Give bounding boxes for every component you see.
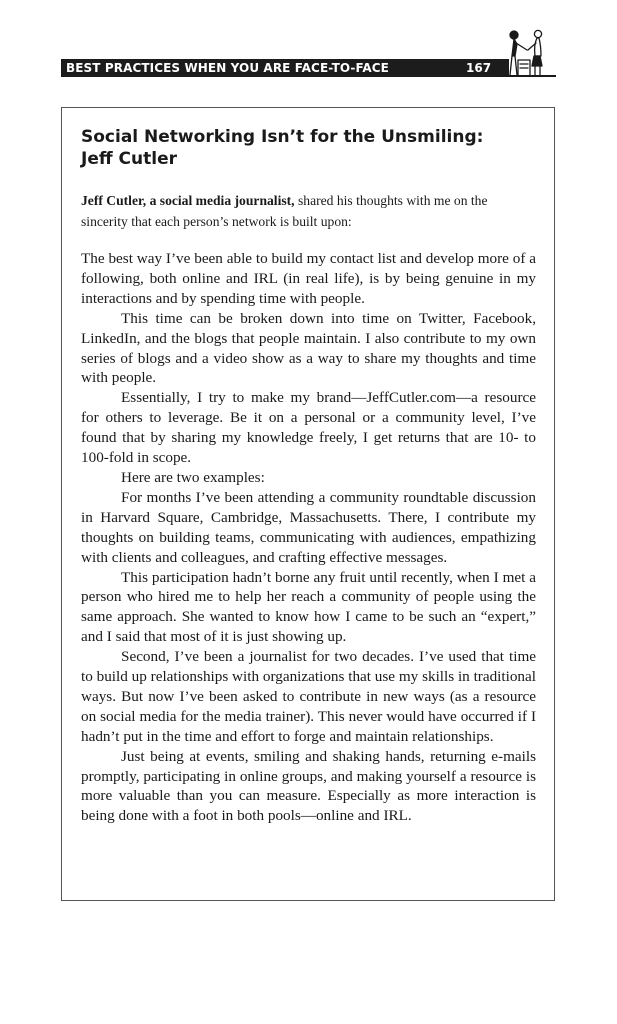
quote-paragraph: Essentially, I try to make my brand—JeffCutler.com—a resource for others to leverage. Be it on a personal or a community level, I’ve found that by sharing my knowledge freely, I get returns that are 10- to 100-fold in scope. [81,389,536,467]
quote-paragraph: This participation hadn’t borne any fruit until recently, when I met a person who hired me to help her reach a community of people using the same approach. She wanted to know how I came to be such an “expert,” and I said that most of it is just showing up. [81,568,536,646]
page-number: 167 [466,61,492,75]
sidebar-title-line2: Jeff Cutler [81,149,177,169]
quote-paragraph: The best way I’ve been able to build my contact list and develop more of a following, both online and IRL (in real life), is by being genuine in my interactions and by spending time with people. [81,250,536,307]
running-header-title: BEST PRACTICES WHEN YOU ARE FACE-TO-FACE [66,61,389,75]
quote-paragraph: For months I’ve been attending a community roundtable discussion in Harvard Square, Cambridge, Massachusetts. There, I contribute my thoughts on building teams, communicating with audiences, empathizing with clients and colleagues, and crafting effective messages. [81,488,536,566]
quote-paragraph: This time can be broken down into time on Twitter, Facebook, LinkedIn, and the blogs that people maintain. I also contribute to my own series of blogs and a video show as a way to share my thoughts and time with people. [81,309,536,387]
quote-paragraph: Here are two examples: [121,468,265,486]
quote-paragraph: Just being at events, smiling and shaking hands, returning e-mails promptly, participating in online groups, and making yourself a resource is more valuable than you can measure. Especially as more interaction is being done with a foot in both pools—online and IRL. [81,747,536,825]
sidebar-title [81,126,541,170]
quote-paragraph: Second, I’ve been a journalist for two decades. I’ve used that time to build up relationships with organizations that use my skills in traditional ways. But now I’ve been asked to contribute in new ways (as a resource on social media for the media trainer). This never would have occurred if I hadn’t put in the time and effort to forge and maintain relationships. [81,648,536,745]
sidebar-title-line1: Social Networking Isn’t for the Unsmiling: [81,127,484,147]
handshake-icon [500,26,556,78]
sidebar-intro [81,190,536,232]
intro-attribution: Jeff Cutler, a social media journalist, [81,193,295,208]
intro-text: shared his thoughts with me on the sincerity that each person’s network is built upon: [81,193,488,229]
quote-body [81,249,536,826]
